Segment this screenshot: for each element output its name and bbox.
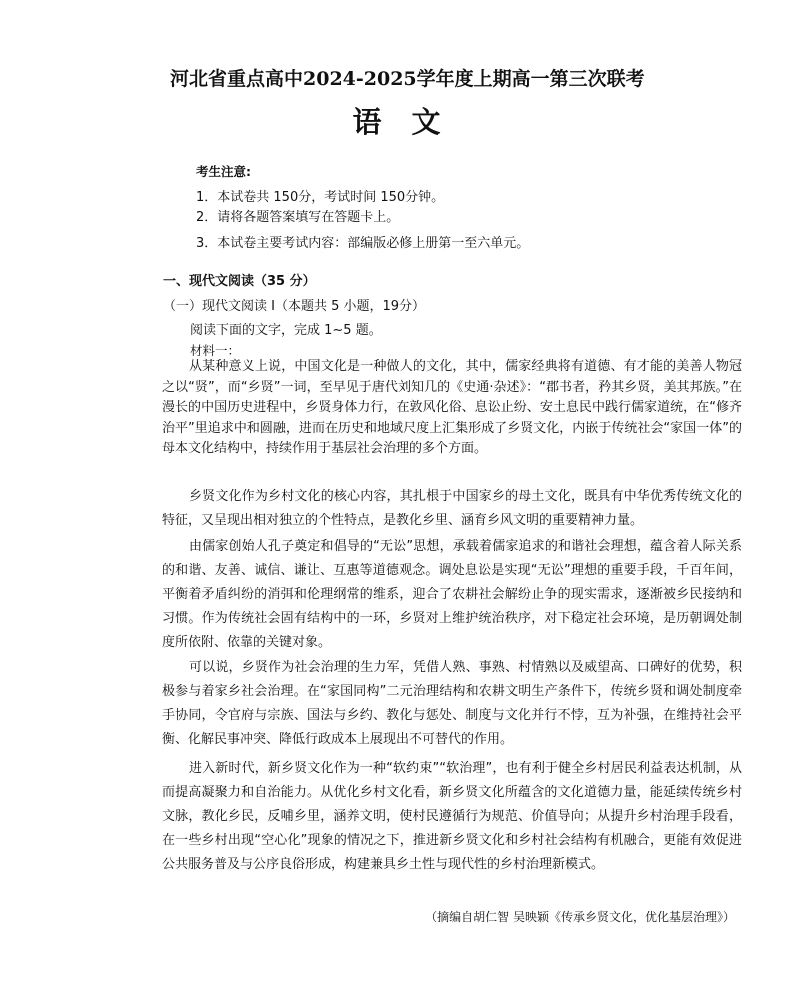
paragraph-4: 可以说，乡贤作为社会治理的生力军，凭借人熟、事熟、村情熟以及威望高、口碑好的优势，积极参与着家乡社会治理。在“家国同构”二元治理结构和农耕文明生产条件下，传统乡贤和调处制度牵手协同，令官府与宗族、国法与乡约、教化与惩处、制度与文化并行不悖，互为补强，在维持社会平衡、化解民事冲突、降低行政成本上展现出不可替代的作用。 [162, 660, 742, 747]
exam-title: 河北省重点高中2024-2025学年度上期高一第三次联考 [170, 68, 645, 90]
paragraph-2: 乡贤文化作为乡村文化的核心内容，其扎根于中国家乡的母土文化，既具有中华优秀传统文化的特征，又呈现出相对独立的个性特点，是教化乡里、涵育乡风文明的重要精神力量。 [162, 489, 742, 528]
source-citation: （摘编自胡仁智 吴映颖《传承乡贤文化，优化基层治理》） [425, 910, 735, 924]
notice-item: 1．本试卷共 150分，考试时间 150分钟。 [196, 190, 445, 205]
notice-item: 2．请将各题答案填写在答题卡上。 [196, 210, 400, 225]
subsection-heading: （一）现代文阅读 I（本题共 5 小题，19分） [163, 299, 426, 314]
section-heading: 一、现代文阅读（35 分） [163, 274, 316, 289]
paragraph-5: 进入新时代，新乡贤文化作为一种“软约束”“软治理”，也有利于健全乡村居民利益表达机制，从而提高凝聚力和自治能力。从优化乡村文化看，新乡贤文化所蕴含的文化道德力量，能延续传统乡村文脉，教化乡民，反哺乡里，涵养文明，使村民遵循行为规范、价值导向；从提升乡村治理手段看，在一些乡村出现“空心化”现象的情况之下，推进新乡贤文化和乡村社会结构有机融合，更能有效促进公共服务普及与公序良俗形成，构建兼具乡土性与现代性的乡村治理新模式。 [162, 761, 742, 872]
paragraph-1: 从某种意义上说，中国文化是一种做人的文化，其中，儒家经典将有道德、有才能的美善人物冠之以“贤”，而“乡贤”一词，至早见于唐代刘知几的《史通·杂述》：“郡书者，矜其乡贤，美其邦族。”在漫长的中国历史进程中，乡贤身体力行，在敦风化俗、息讼止纷、安土息民中践行儒家道统，在“修齐治平”里追求中和圆融，进而在历史和地域尺度上汇集形成了乡贤文化，内嵌于传统社会“家国一体”的母本文化结构中，持续作用于基层社会治理的多个方面。 [162, 359, 742, 456]
notice-heading: 考生注意: [196, 164, 251, 179]
paragraph-3: 由儒家创始人孔子奠定和倡导的“无讼”思想，承载着儒家追求的和谐社会理想，蕴含着人际关系的和谐、友善、诚信、谦让、互惠等道德观念。调处息讼是实现“无讼”理想的重要手段，千百年间，平衡着矛盾纠纷的消弭和伦理纲常的维系，迎合了农耕社会解纷止争的现实需求，逐渐被乡民接纳和习惯。作为传统社会固有结构中的一环，乡贤对上维护统治秩序，对下稳定社会环境，是历朝调处制度所依附、依靠的关键对象。 [162, 539, 742, 650]
subject-title: 语文 [352, 105, 471, 139]
material-label: 材料一： [190, 343, 241, 358]
notice-item: 3．本试卷主要考试内容：部编版必修上册第一至六单元。 [196, 236, 530, 251]
reading-instruction: 阅读下面的文字，完成 1~5 题。 [190, 323, 382, 338]
